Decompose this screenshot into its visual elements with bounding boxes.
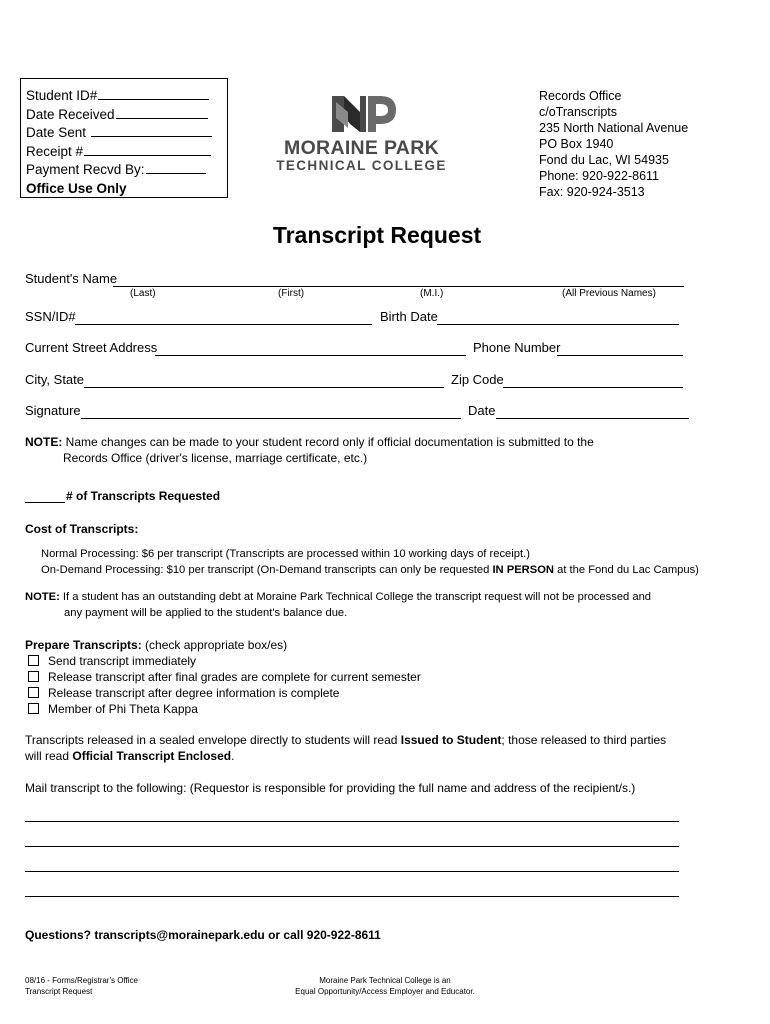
city-label: City, State [25,372,85,387]
mail-instructions: Mail transcript to the following: (Requestor is responsible for providing the full name and address of the recipient/s.) [25,781,636,795]
option-after-degree[interactable]: Release transcript after degree information is complete [28,685,421,701]
option-after-final-grades[interactable]: Release transcript after final grades are complete for current semester [28,669,421,685]
cost-heading: Cost of Transcripts: [25,522,139,536]
name-last-caption: (Last) [130,288,156,299]
payment-field[interactable] [146,161,206,174]
date-received-field[interactable] [116,106,208,119]
date-received-row: Date Received [26,106,227,125]
city-field[interactable] [84,386,444,388]
signature-field[interactable] [81,417,461,419]
footer-center: Moraine Park Technical College is an Equal Opportunity/Access Employer and Educator. [295,976,475,996]
phone-field[interactable] [557,354,683,356]
office-use-label: Office Use Only [26,180,127,196]
page-title: Transcript Request [272,222,482,248]
office-use-box [20,78,228,198]
student-id-row: Student ID# [26,87,227,106]
student-name-label: Student's Name [25,271,118,286]
logo-wordmark-line1: MORAINE PARK [284,137,439,159]
signature-label: Signature [25,403,81,418]
ssn-label: SSN/ID# [25,309,76,324]
footer-left: 08/16 - Forms/Registrar's Office Transcript Request [25,976,138,996]
birth-date-label: Birth Date [380,309,438,324]
receipt-field[interactable] [84,143,211,156]
ondemand-processing: On-Demand Processing: $10 per transcript (On-Demand transcripts can only be requested IN PERSON at the Fond du Lac Campus) [41,564,699,576]
checkbox[interactable] [28,703,39,714]
date-label: Date [468,403,496,418]
prepare-heading: Prepare Transcripts: (check appropriate box/es) [25,638,288,652]
records-office-address: Records Office c/oTranscripts 235 North National Avenue PO Box 1940 Fond du Lac, WI 54935 Phone: 920-922-8611 Fax: 920-924-3513 [539,89,689,199]
name-mi-caption: (M.I.) [420,288,444,299]
option-phi-theta-kappa[interactable]: Member of Phi Theta Kappa [28,701,421,717]
mail-address-line[interactable] [25,870,679,872]
outstanding-debt-note: NOTE: If a student has an outstanding debt at Moraine Park Technical College the transcript request will not be processed and any payment will be applied to the student's balance due. [25,591,652,619]
release-info: Transcripts released in a sealed envelope directly to students will read Issued to Student; those released to third parties will read Official Transcript Enclosed. [25,733,667,763]
option-send-immediately[interactable]: Send transcript immediately [28,653,421,669]
birth-date-field[interactable] [437,323,679,325]
name-change-note: NOTE: Name changes can be made to your student record only if official documentation is submitted to the Records Office (driver's license, marriage certificate, etc.) [25,435,594,465]
phone-label: Phone Number [473,340,561,355]
mail-address-line[interactable] [25,895,679,897]
questions-contact: Questions? transcripts@morainepark.edu or call 920-922-8611 [25,928,381,942]
mpd-logo-icon [330,94,398,134]
name-prev-caption: (All Previous Names) [562,288,656,299]
zip-field[interactable] [503,386,683,388]
date-sent-field[interactable] [91,124,212,137]
zip-label: Zip Code [451,372,504,387]
date-field[interactable] [496,417,689,419]
num-transcripts-label: # of Transcripts Requested [66,489,221,503]
payment-row: Payment Recvd By: [26,161,227,180]
student-name-field[interactable] [113,285,684,287]
ssn-field[interactable] [75,323,372,325]
street-field[interactable] [155,354,466,356]
name-first-caption: (First) [278,288,305,299]
checkbox[interactable] [28,671,39,682]
student-id-field[interactable] [98,87,209,100]
normal-processing: Normal Processing: $6 per transcript (Transcripts are processed within 10 working days of receipt.) [41,548,530,560]
prepare-options [28,653,421,717]
street-label: Current Street Address [25,340,158,355]
date-sent-row: Date Sent [26,124,227,143]
receipt-row: Receipt # [26,143,227,162]
mail-address-line[interactable] [25,820,679,822]
checkbox[interactable] [28,655,39,666]
checkbox[interactable] [28,687,39,698]
logo-wordmark-line2: TECHNICAL COLLEGE [276,158,447,173]
num-transcripts-field[interactable] [25,501,65,503]
mail-address-line[interactable] [25,845,679,847]
